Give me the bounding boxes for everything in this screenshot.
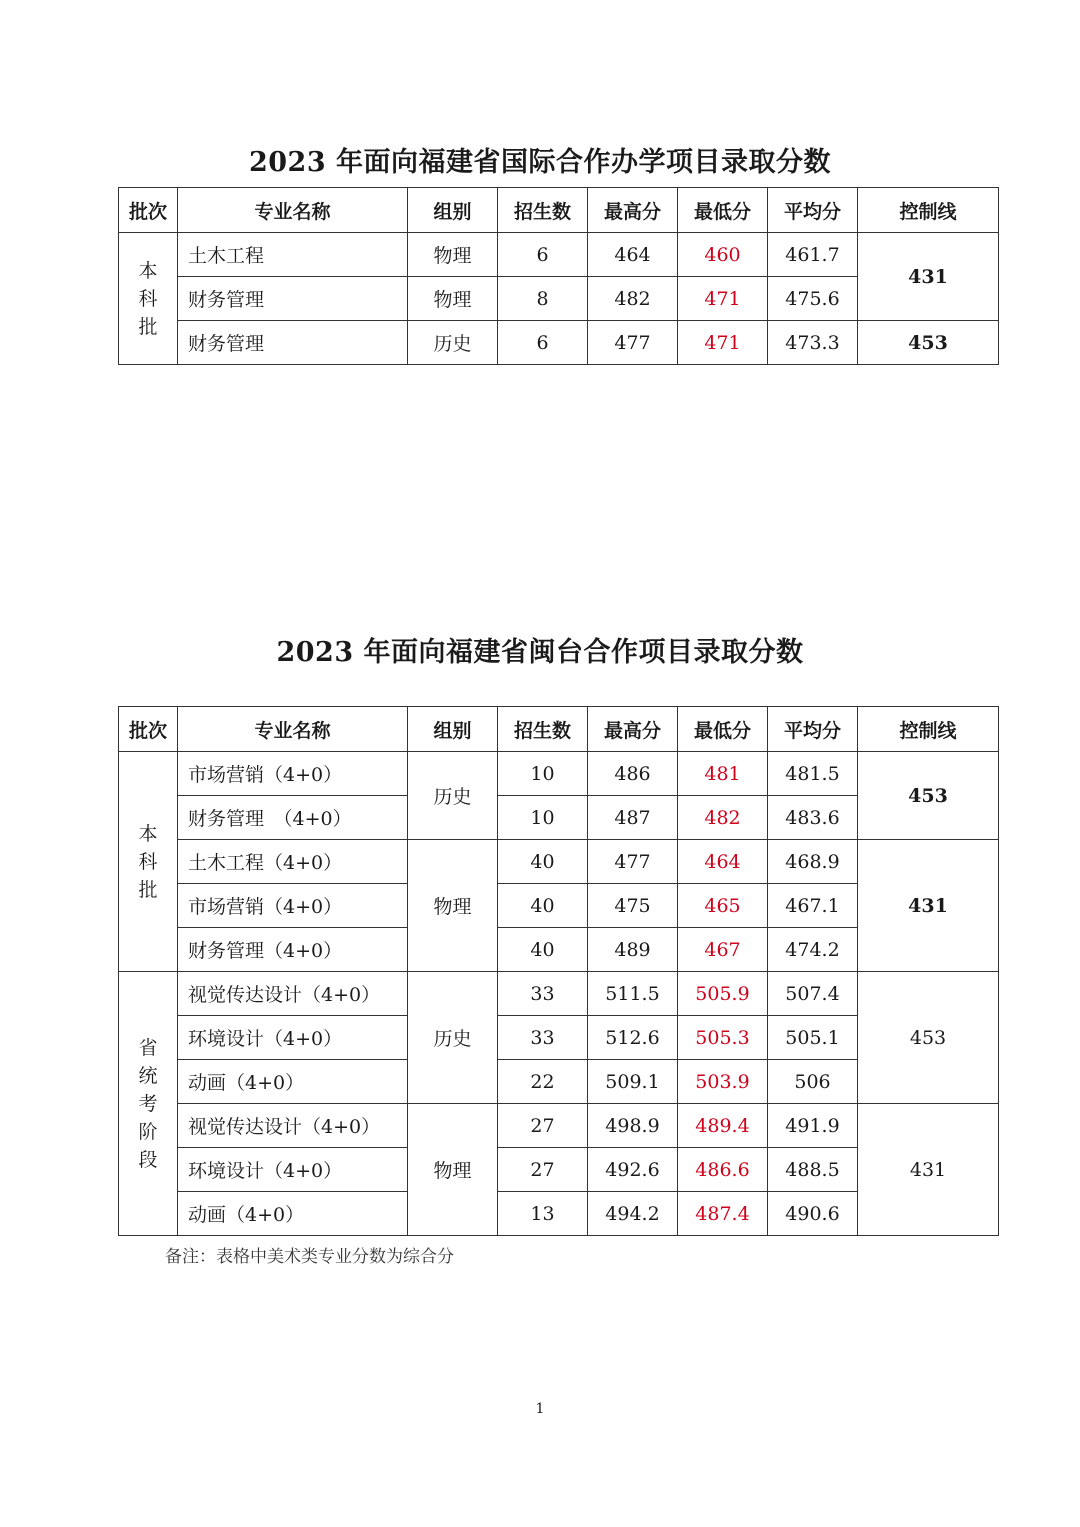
count-cell: 13 <box>498 1192 588 1236</box>
avg-cell: 491.9 <box>768 1104 858 1148</box>
avg-cell: 481.5 <box>768 752 858 796</box>
max-cell: 494.2 <box>588 1192 678 1236</box>
avg-cell: 475.6 <box>768 277 858 321</box>
avg-cell: 468.9 <box>768 840 858 884</box>
max-cell: 477 <box>588 840 678 884</box>
header-count: 招生数 <box>498 188 588 233</box>
count-cell: 10 <box>498 752 588 796</box>
header-max: 最高分 <box>588 188 678 233</box>
header-group: 组别 <box>408 188 498 233</box>
min-cell: 471 <box>678 321 768 365</box>
count-cell: 40 <box>498 840 588 884</box>
count-cell: 22 <box>498 1060 588 1104</box>
avg-cell: 507.4 <box>768 972 858 1016</box>
max-cell: 512.6 <box>588 1016 678 1060</box>
control-cell: 453 <box>858 972 999 1104</box>
header-control: 控制线 <box>858 188 999 233</box>
group-cell: 历史 <box>408 972 498 1104</box>
min-cell: 505.9 <box>678 972 768 1016</box>
min-cell: 471 <box>678 277 768 321</box>
header-control: 控制线 <box>858 707 999 752</box>
header-min: 最低分 <box>678 707 768 752</box>
avg-cell: 473.3 <box>768 321 858 365</box>
table-row <box>119 972 999 1016</box>
table-row <box>119 1104 999 1148</box>
count-cell: 40 <box>498 928 588 972</box>
avg-cell: 483.6 <box>768 796 858 840</box>
max-cell: 509.1 <box>588 1060 678 1104</box>
batch-label: 本 科 批 <box>138 259 158 338</box>
avg-cell: 474.2 <box>768 928 858 972</box>
major-cell: 财务管理 <box>178 321 408 365</box>
group-cell: 物理 <box>408 1104 498 1236</box>
major-cell: 环境设计（4+0） <box>178 1148 408 1192</box>
group-cell: 历史 <box>408 752 498 840</box>
min-cell: 482 <box>678 796 768 840</box>
footnote: 备注：表格中美术类专业分数为综合分 <box>165 1247 454 1267</box>
header-batch: 批次 <box>119 707 178 752</box>
major-cell: 财务管理（4+0） <box>178 928 408 972</box>
max-cell: 511.5 <box>588 972 678 1016</box>
batch-cell <box>119 972 178 1236</box>
table-row <box>119 233 999 277</box>
min-cell: 465 <box>678 884 768 928</box>
major-cell: 市场营销（4+0） <box>178 884 408 928</box>
count-cell: 6 <box>498 233 588 277</box>
table-row <box>119 840 999 884</box>
group-cell: 物理 <box>408 840 498 972</box>
avg-cell: 467.1 <box>768 884 858 928</box>
major-cell: 财务管理 <box>178 277 408 321</box>
header-row <box>119 707 999 752</box>
control-cell: 453 <box>858 321 999 365</box>
header-batch: 批次 <box>119 188 178 233</box>
max-cell: 492.6 <box>588 1148 678 1192</box>
major-cell: 环境设计（4+0） <box>178 1016 408 1060</box>
major-cell: 视觉传达设计（4+0） <box>178 972 408 1016</box>
admission-table-international <box>118 187 999 365</box>
batch-cell <box>119 233 178 365</box>
major-cell: 市场营销（4+0） <box>178 752 408 796</box>
control-cell: 431 <box>858 233 999 321</box>
max-cell: 489 <box>588 928 678 972</box>
header-major: 专业名称 <box>178 707 408 752</box>
min-cell: 467 <box>678 928 768 972</box>
header-min: 最低分 <box>678 188 768 233</box>
major-cell: 土木工程 <box>178 233 408 277</box>
min-cell: 503.9 <box>678 1060 768 1104</box>
max-cell: 486 <box>588 752 678 796</box>
count-cell: 33 <box>498 972 588 1016</box>
group-cell: 物理 <box>408 233 498 277</box>
batch-label: 本 科 批 <box>138 822 158 901</box>
min-cell: 505.3 <box>678 1016 768 1060</box>
table-row <box>119 321 999 365</box>
control-cell: 431 <box>858 1104 999 1236</box>
header-count: 招生数 <box>498 707 588 752</box>
count-cell: 27 <box>498 1104 588 1148</box>
min-cell: 460 <box>678 233 768 277</box>
major-cell: 视觉传达设计（4+0） <box>178 1104 408 1148</box>
max-cell: 477 <box>588 321 678 365</box>
table2-title: 2023 年面向福建省闽台合作项目录取分数 <box>276 637 804 668</box>
avg-cell: 461.7 <box>768 233 858 277</box>
group-cell: 物理 <box>408 277 498 321</box>
header-avg: 平均分 <box>768 188 858 233</box>
avg-cell: 505.1 <box>768 1016 858 1060</box>
header-row <box>119 188 999 233</box>
batch-cell <box>119 752 178 972</box>
header-avg: 平均分 <box>768 707 858 752</box>
count-cell: 27 <box>498 1148 588 1192</box>
max-cell: 475 <box>588 884 678 928</box>
header-group: 组别 <box>408 707 498 752</box>
major-cell: 财务管理 （4+0） <box>178 796 408 840</box>
count-cell: 40 <box>498 884 588 928</box>
max-cell: 487 <box>588 796 678 840</box>
control-cell: 453 <box>858 752 999 840</box>
count-cell: 6 <box>498 321 588 365</box>
min-cell: 481 <box>678 752 768 796</box>
avg-cell: 488.5 <box>768 1148 858 1192</box>
min-cell: 464 <box>678 840 768 884</box>
max-cell: 464 <box>588 233 678 277</box>
min-cell: 489.4 <box>678 1104 768 1148</box>
group-cell: 历史 <box>408 321 498 365</box>
major-cell: 土木工程（4+0） <box>178 840 408 884</box>
max-cell: 482 <box>588 277 678 321</box>
avg-cell: 490.6 <box>768 1192 858 1236</box>
admission-table-fujian-taiwan <box>118 706 999 1236</box>
min-cell: 487.4 <box>678 1192 768 1236</box>
min-cell: 486.6 <box>678 1148 768 1192</box>
major-cell: 动画（4+0） <box>178 1192 408 1236</box>
count-cell: 8 <box>498 277 588 321</box>
table-row <box>119 752 999 796</box>
avg-cell: 506 <box>768 1060 858 1104</box>
control-cell: 431 <box>858 840 999 972</box>
count-cell: 33 <box>498 1016 588 1060</box>
max-cell: 498.9 <box>588 1104 678 1148</box>
batch-label: 省 统 考 阶 段 <box>138 1036 158 1171</box>
header-major: 专业名称 <box>178 188 408 233</box>
page-number: 1 <box>535 1401 545 1417</box>
header-max: 最高分 <box>588 707 678 752</box>
major-cell: 动画（4+0） <box>178 1060 408 1104</box>
count-cell: 10 <box>498 796 588 840</box>
table1-title: 2023 年面向福建省国际合作办学项目录取分数 <box>248 147 832 178</box>
